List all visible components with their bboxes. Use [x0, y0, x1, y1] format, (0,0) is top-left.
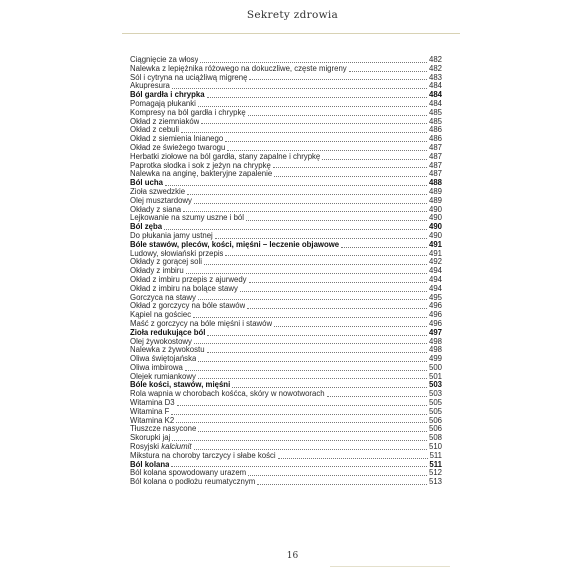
- toc-entry-page: 487: [428, 143, 442, 152]
- dot-leader: [249, 78, 427, 80]
- header-divider: [122, 33, 460, 34]
- toc-entry: [130, 56, 442, 65]
- toc-entry-title: Witamina F: [130, 407, 170, 416]
- toc-entry-title: Maść z gorczycy na bóle mięśni i stawów: [130, 319, 273, 328]
- toc-entry-title: Paprotka słodka i sok z jeżyn na chrypkę: [130, 161, 271, 170]
- toc-entry-page: 503: [428, 381, 442, 390]
- toc-entry-title: Okład z imbiru przepis z ajurwedy: [130, 275, 247, 284]
- toc-entry-page: 488: [428, 179, 442, 188]
- toc-entry-page: 492: [428, 258, 442, 267]
- dot-leader: [341, 246, 427, 248]
- dot-leader: [257, 483, 427, 485]
- toc-section-heading: [130, 223, 442, 232]
- toc-entry-page: 511: [429, 460, 442, 469]
- toc-entry-page: 487: [428, 161, 442, 170]
- toc-section-heading: [130, 461, 442, 470]
- toc-entry-page: 486: [428, 135, 442, 144]
- toc-entry-title: Okład z imbiru na bolące stawy: [130, 284, 238, 293]
- toc-entry-title: Okłady z siana: [130, 205, 182, 214]
- toc-entry: [130, 390, 442, 399]
- dot-leader: [278, 457, 428, 459]
- toc-entry-page: 500: [428, 363, 442, 372]
- toc-entry: [130, 276, 442, 285]
- toc-entry: [130, 443, 442, 452]
- toc-entry-page: 505: [428, 399, 442, 408]
- dot-leader: [246, 219, 427, 221]
- toc-entry-page: 511: [429, 451, 442, 460]
- dot-leader: [198, 377, 427, 379]
- toc-entry-title: Witamina K2: [130, 416, 175, 425]
- toc-entry-page: 510: [428, 443, 442, 452]
- dot-leader: [185, 369, 427, 371]
- toc-entry-title: Ból kolana spowodowany urazem: [130, 469, 247, 478]
- dot-leader: [198, 298, 427, 300]
- dot-leader: [225, 254, 427, 256]
- toc-entry-page: 501: [428, 372, 442, 381]
- toc-entry: [130, 126, 442, 135]
- toc-entry-title: Olej musztardowy: [130, 196, 192, 205]
- toc-entry: [130, 452, 442, 461]
- toc-entry: [130, 118, 442, 127]
- toc-entry-title: Nalewka na anginę, bakteryjne zapalenie: [130, 170, 273, 179]
- toc-entry: [130, 399, 442, 408]
- toc-entry: [130, 425, 442, 434]
- dot-leader: [164, 228, 427, 230]
- dot-leader: [198, 105, 427, 107]
- toc-entry-title: Okłady z imbiru: [130, 267, 184, 276]
- toc-entry: [130, 162, 442, 171]
- toc-entry-title: Okłady z gorącej soli: [130, 258, 202, 267]
- toc-entry: [130, 302, 442, 311]
- dot-leader: [201, 122, 427, 124]
- dot-leader: [232, 386, 427, 388]
- toc-entry-title: Okład ze świeżego twarogu: [130, 143, 226, 152]
- dot-leader: [194, 202, 427, 204]
- dot-leader: [183, 210, 427, 212]
- dot-leader: [181, 131, 427, 133]
- toc-entry-title: Do płukania jamy ustnej: [130, 231, 213, 240]
- toc-entry: [130, 65, 442, 74]
- toc-entry: [130, 109, 442, 118]
- toc-entry: [130, 170, 442, 179]
- toc-entry: [130, 364, 442, 373]
- toc-entry-page: 512: [428, 469, 442, 478]
- dot-leader: [349, 70, 427, 72]
- toc-entry-page: 482: [428, 56, 442, 64]
- page-header-title: Sekrety zdrowia: [246, 9, 339, 21]
- dot-leader: [204, 263, 427, 265]
- table-of-contents: [130, 56, 442, 487]
- toc-entry-page: 496: [428, 302, 442, 311]
- toc-entry-page: 482: [428, 64, 442, 73]
- toc-entry-page: 495: [428, 293, 442, 302]
- toc-entry-page: 487: [428, 152, 442, 161]
- toc-entry: [130, 206, 442, 215]
- toc-entry-page: 494: [428, 284, 442, 293]
- toc-entry: [130, 311, 442, 320]
- toc-entry-page: 489: [428, 196, 442, 205]
- dot-leader: [198, 360, 427, 362]
- toc-entry-page: 513: [428, 478, 442, 487]
- toc-entry-title: Ból ucha: [130, 179, 163, 188]
- toc-entry-page: 496: [428, 319, 442, 328]
- dot-leader: [249, 281, 427, 283]
- toc-entry: [130, 294, 442, 303]
- toc-entry-title: Nalewka z żywokostu: [130, 346, 205, 355]
- dot-leader: [165, 184, 427, 186]
- toc-entry: [130, 135, 442, 144]
- toc-entry: [130, 417, 442, 426]
- toc-entry-page: 483: [428, 73, 442, 82]
- toc-entry-title: Kompresy na ból gardła i chrypkę: [130, 108, 246, 117]
- toc-entry-page: 497: [428, 328, 442, 337]
- toc-entry-title: Lejkowanie na szumy uszne i ból: [130, 214, 244, 223]
- toc-entry-page: 498: [428, 346, 442, 355]
- dot-leader: [176, 421, 427, 423]
- toc-section-heading: [130, 329, 442, 338]
- toc-entry-title: Gorczyca na stawy: [130, 293, 196, 302]
- toc-entry-page: 496: [428, 311, 442, 320]
- dot-leader: [207, 96, 427, 98]
- toc-entry-title: Tłuszcze nasycone: [130, 425, 197, 434]
- toc-entry: [130, 144, 442, 153]
- toc-entry-page: 487: [428, 170, 442, 179]
- toc-entry-page: 485: [428, 108, 442, 117]
- toc-entry-title: Mikstura na choroby tarczycy i słabe kości: [130, 451, 276, 460]
- toc-entry-title: Rola wapnia w chorobach kośćca, skóry w nowotworach: [130, 390, 325, 399]
- toc-entry-page: 498: [428, 337, 442, 346]
- dot-leader: [198, 430, 427, 432]
- toc-entry: [130, 346, 442, 355]
- toc-entry: [130, 214, 442, 223]
- toc-entry-page: 490: [428, 205, 442, 214]
- toc-entry-page: 494: [428, 267, 442, 276]
- toc-entry: [130, 267, 442, 276]
- toc-entry-title: Ból kolana: [130, 460, 170, 469]
- dot-leader: [171, 413, 427, 415]
- toc-entry-title: Bóle stawów, pleców, kości, mięśni – leczenie objawowe: [130, 240, 340, 249]
- toc-entry-page: 484: [428, 91, 442, 100]
- toc-entry: [130, 434, 442, 443]
- toc-entry-title: Okład z cebuli: [130, 126, 179, 135]
- toc-entry: [130, 197, 442, 206]
- toc-entry-page: 499: [428, 355, 442, 364]
- toc-entry-page: 506: [428, 425, 442, 434]
- toc-entry-page: 484: [428, 99, 442, 108]
- toc-entry-title: Ciągnięcie za włosy: [130, 56, 199, 64]
- toc-entry: [130, 258, 442, 267]
- toc-entry: [130, 373, 442, 382]
- dot-leader: [215, 237, 427, 239]
- toc-section-heading: [130, 179, 442, 188]
- dot-leader: [193, 316, 427, 318]
- toc-entry-title: Zioła szwedzkie: [130, 187, 186, 196]
- dot-leader: [227, 149, 427, 151]
- toc-entry: [130, 250, 442, 259]
- dot-leader: [194, 342, 427, 344]
- toc-entry-page: 490: [428, 214, 442, 223]
- dot-leader: [171, 465, 427, 467]
- toc-entry: [130, 355, 442, 364]
- dot-leader: [172, 87, 427, 89]
- dot-leader: [187, 193, 427, 195]
- dot-leader: [247, 307, 427, 309]
- toc-entry-title: Zioła redukujące ból: [130, 328, 206, 337]
- toc-section-heading: [130, 91, 442, 100]
- toc-section-heading: [130, 241, 442, 250]
- toc-entry-page: 484: [428, 82, 442, 91]
- toc-entry: [130, 469, 442, 478]
- toc-entry: [130, 232, 442, 241]
- toc-entry-title: Okład z ziemniaków: [130, 117, 200, 126]
- toc-entry-title: Nalewka z lepiężnika różowego na dokuczliwe, częste migreny: [130, 64, 347, 73]
- toc-entry-title: Sól i cytryna na uciążliwą migrenę: [130, 73, 248, 82]
- toc-entry-title: Herbatki ziołowe na ból gardła, stany zapalne i chrypkę: [130, 152, 321, 161]
- toc-entry: [130, 478, 442, 487]
- toc-entry: [130, 188, 442, 197]
- dot-leader: [172, 439, 427, 441]
- toc-entry-page: 503: [428, 390, 442, 399]
- toc-entry-title: Oliwa świętojańska: [130, 355, 197, 364]
- toc-entry-title: Skorupki jaj: [130, 434, 171, 443]
- toc-entry-title: Olej żywokostowy: [130, 337, 192, 346]
- toc-entry-title: Okład z siemienia lnianego: [130, 135, 224, 144]
- toc-entry-title: Okład z gorczycy na bóle stawów: [130, 302, 246, 311]
- dot-leader: [273, 166, 427, 168]
- toc-entry-title: Ludowy, słowiański przepis: [130, 249, 224, 258]
- toc-entry-title: Ból gardła i chrypka: [130, 91, 205, 100]
- dot-leader: [274, 325, 427, 327]
- dot-leader: [207, 351, 427, 353]
- toc-entry: [130, 82, 442, 91]
- toc-entry: [130, 320, 442, 329]
- toc-entry-page: 486: [428, 126, 442, 135]
- dot-leader: [327, 395, 427, 397]
- toc-entry-title: Ból zęba: [130, 223, 163, 232]
- toc-entry-page: 491: [428, 240, 442, 249]
- toc-entry-title: Witamina D3: [130, 399, 175, 408]
- toc-entry: [130, 285, 442, 294]
- toc-entry-title: Bóle kości, stawów, mięśni: [130, 381, 231, 390]
- toc-entry-title: Ból kolana o podłożu reumatycznym: [130, 478, 256, 487]
- toc-entry: [130, 153, 442, 162]
- toc-entry-page: 485: [428, 117, 442, 126]
- toc-entry-page: 491: [428, 249, 442, 258]
- toc-entry: [130, 100, 442, 109]
- dot-leader: [248, 114, 427, 116]
- footer-divider: [330, 566, 450, 567]
- dot-leader: [225, 140, 427, 142]
- dot-leader: [177, 404, 427, 406]
- toc-entry-title: Oliwa imbirowa: [130, 363, 183, 372]
- toc-entry: [130, 74, 442, 83]
- dot-leader: [200, 61, 427, 63]
- toc-entry-page: 494: [428, 275, 442, 284]
- toc-entry-title: Rosyjski kalciumit: [130, 443, 192, 452]
- toc-section-heading: [130, 381, 442, 390]
- toc-entry-page: 506: [428, 416, 442, 425]
- toc-entry-page: 508: [428, 434, 442, 443]
- toc-entry-page: 505: [428, 407, 442, 416]
- toc-entry-title: Pomagają płukanki: [130, 99, 196, 108]
- toc-entry-title: Akupresura: [130, 82, 170, 91]
- toc-entry-page: 490: [428, 223, 442, 232]
- toc-entry: [130, 408, 442, 417]
- dot-leader: [274, 175, 427, 177]
- dot-leader: [194, 448, 427, 450]
- toc-entry-title: Kąpiel na gościec: [130, 311, 192, 320]
- dot-leader: [322, 158, 427, 160]
- page-number: 16: [286, 551, 299, 561]
- toc-entry-page: 490: [428, 231, 442, 240]
- dot-leader: [248, 474, 427, 476]
- dot-leader: [186, 272, 427, 274]
- dot-leader: [240, 290, 427, 292]
- dot-leader: [207, 334, 427, 336]
- toc-entry: [130, 338, 442, 347]
- toc-entry-title: Olejek rumiankowy: [130, 372, 196, 381]
- toc-entry-page: 489: [428, 187, 442, 196]
